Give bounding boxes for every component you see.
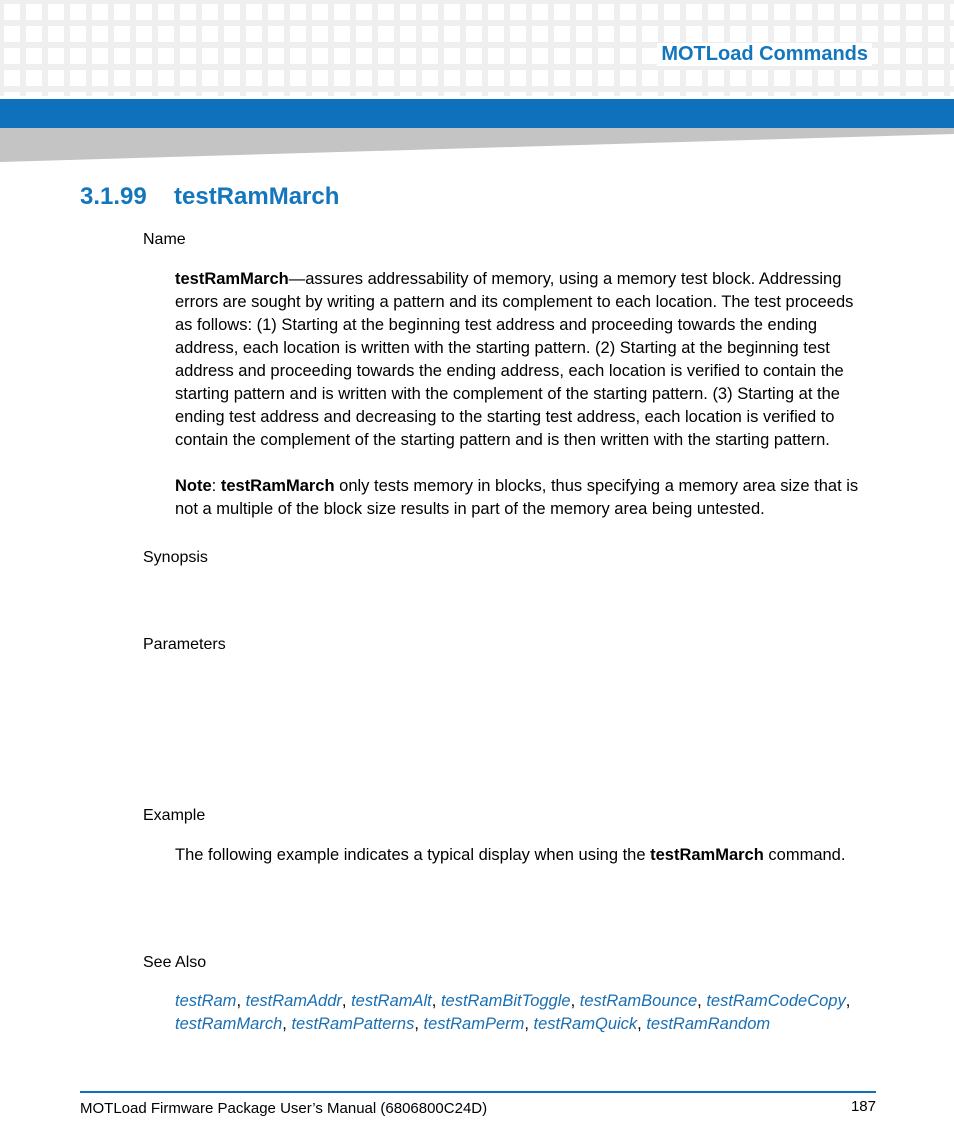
header-blue-bar bbox=[0, 99, 954, 128]
page-number: 187 bbox=[850, 1098, 876, 1115]
name-label: Name bbox=[143, 231, 186, 248]
note-command: testRamMarch bbox=[220, 477, 335, 495]
see-also-link-testRamAlt[interactable]: testRamAlt bbox=[351, 992, 432, 1010]
see-also-link-testRamBounce[interactable]: testRamBounce bbox=[579, 992, 698, 1010]
see-also-link-testRamAddr[interactable]: testRamAddr bbox=[245, 992, 342, 1010]
name-command: testRamMarch bbox=[175, 270, 289, 288]
see-also-link-testRamRandom[interactable]: testRamRandom bbox=[646, 1015, 771, 1033]
name-description bbox=[175, 268, 875, 452]
example-text: The following example indicates a typical display when using the testRamMarch command. bbox=[175, 846, 846, 864]
synopsis-label: Synopsis bbox=[143, 549, 208, 566]
link-separator: , bbox=[236, 992, 246, 1010]
header-grey-wedge bbox=[0, 128, 954, 164]
link-separator: , bbox=[414, 1015, 424, 1033]
parameters-label: Parameters bbox=[143, 636, 226, 653]
link-separator: , bbox=[637, 1015, 647, 1033]
example-command: testRamMarch bbox=[650, 846, 764, 864]
see-also-link-testRamQuick[interactable]: testRamQuick bbox=[533, 1015, 638, 1033]
section-number: 3.1.99 bbox=[80, 183, 147, 210]
see-also-link-testRamPatterns[interactable]: testRamPatterns bbox=[291, 1015, 415, 1033]
footer-manual-title: MOTLoad Firmware Package User’s Manual (6806800C24D) bbox=[80, 1100, 488, 1117]
note-paragraph: Note: testRamMarch only tests memory in blocks, thus specifying a memory area size that is not a multiple of the block size results in part of the memory area being untested. bbox=[175, 477, 859, 518]
example-label: Example bbox=[143, 807, 206, 824]
see-also-link-testRamCodeCopy[interactable]: testRamCodeCopy bbox=[706, 992, 846, 1010]
see-also-link-testRamPerm[interactable]: testRamPerm bbox=[423, 1015, 525, 1033]
section-title: testRamMarch bbox=[174, 183, 340, 210]
note-text: only tests memory in blocks, thus specifying a memory area size that is not a multiple of the block size results in part of the memory area being untested. bbox=[175, 477, 859, 518]
link-separator: , bbox=[431, 992, 441, 1010]
link-separator: , bbox=[341, 992, 352, 1010]
link-separator: , bbox=[282, 1015, 292, 1033]
link-separator: , bbox=[570, 992, 580, 1010]
note-label: Note bbox=[175, 477, 212, 495]
link-separator: , bbox=[524, 1015, 534, 1033]
see-also-link-testRam[interactable]: testRam bbox=[175, 992, 237, 1010]
see-also-links bbox=[175, 990, 855, 1036]
see-also-label: See Also bbox=[143, 954, 207, 971]
name-text: —assures addressability of memory, using a memory test block. Addressing errors are sought by writing a pattern and its complement to each location. The test proceeds as follows: (1) Starting at the beginning test address and proceeding towards the ending address, each location is written with the starting pattern. (2) Starting at the beginning test address and proceeding towards the ending address, each location is verified to contain the starting pattern and is written with the complement of the starting pattern. (3) Starting at the ending test address and decreasing to the starting test address, each location is verified to contain the complement of the starting pattern and is then written with the starting pattern. bbox=[175, 270, 854, 449]
link-separator: , bbox=[697, 992, 707, 1010]
see-also-link-testRamBitToggle[interactable]: testRamBitToggle bbox=[440, 992, 571, 1010]
footer-rule bbox=[80, 1091, 876, 1093]
header-title: MOTLoad Commands bbox=[657, 43, 872, 66]
see-also-link-testRamMarch[interactable]: testRamMarch bbox=[175, 1015, 283, 1033]
section-heading bbox=[80, 183, 339, 211]
link-separator: , bbox=[845, 992, 851, 1010]
